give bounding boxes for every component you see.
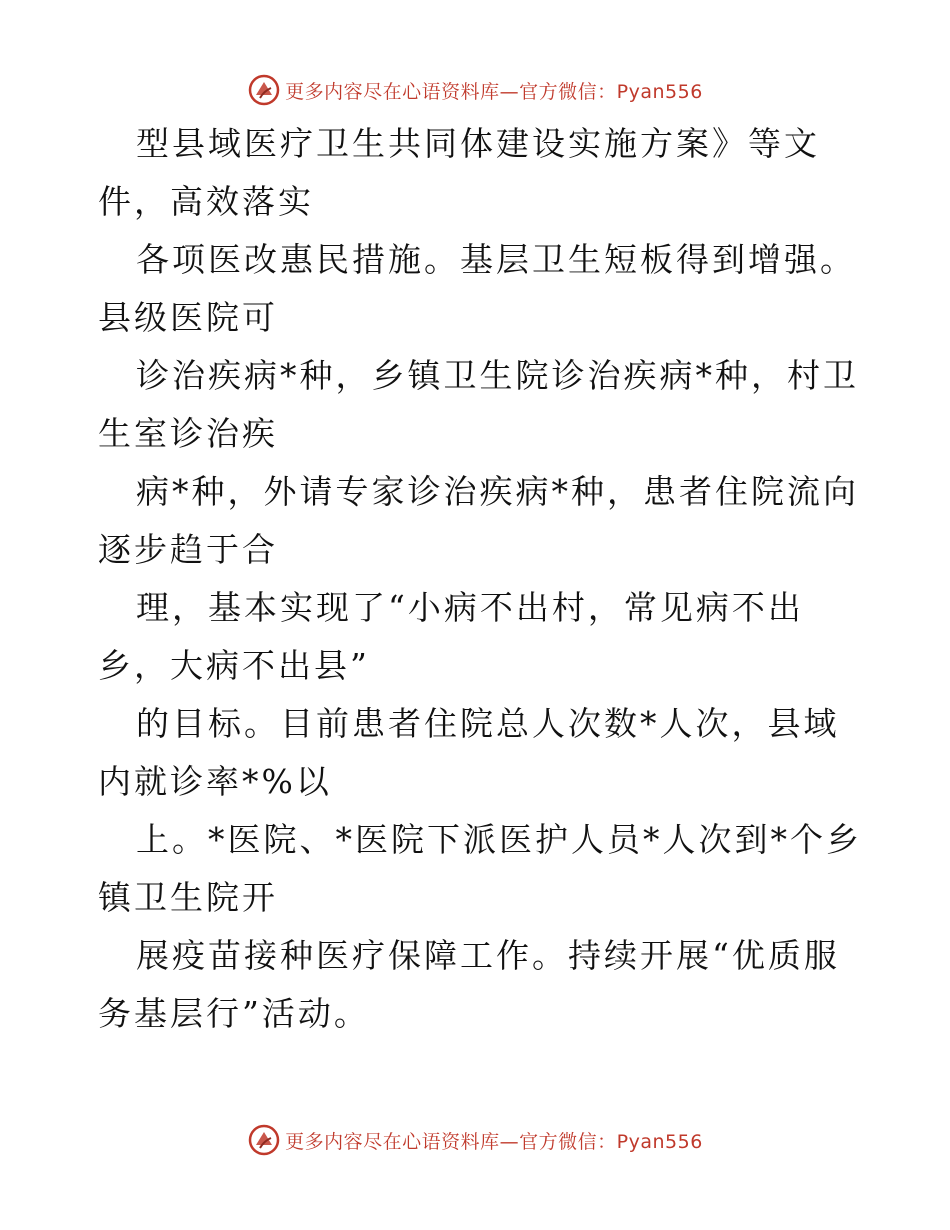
- header-watermark-banner: [0, 70, 950, 110]
- footer-watermark-banner: [0, 1120, 950, 1160]
- brand-logo-icon: [247, 1123, 281, 1157]
- paragraph: 上。*医院、*医院下派医护人员*人次到*个乡镇卫生院开: [98, 820, 862, 917]
- paragraph: 病*种，外请专家诊治疾病*种，患者住院流向逐步趋于合: [98, 472, 859, 569]
- paragraph: 展疫苗接种医疗保障工作。持续开展“优质服务基层行”活动。: [98, 936, 840, 1033]
- footer-watermark-text: 更多内容尽在心语资料库—官方微信：Pyan556: [285, 1130, 703, 1153]
- paragraph: 型县域医疗卫生共同体建设实施方案》等文件，高效落实: [98, 124, 820, 221]
- paragraph: 的目标。目前患者住院总人次数*人次，县域内就诊率*%以: [98, 704, 840, 801]
- paragraph: 各项医改惠民措施。基层卫生短板得到增强。县级医院可: [98, 240, 856, 337]
- header-watermark-text: 更多内容尽在心语资料库—官方微信：Pyan556: [285, 80, 703, 103]
- document-body: [98, 115, 868, 1043]
- brand-logo-icon: [247, 73, 281, 107]
- paragraph: 理，基本实现了“小病不出村，常见病不出乡，大病不出县”: [98, 588, 804, 685]
- paragraph: 诊治疾病*种，乡镇卫生院诊治疾病*种，村卫生室诊治疾: [98, 356, 859, 453]
